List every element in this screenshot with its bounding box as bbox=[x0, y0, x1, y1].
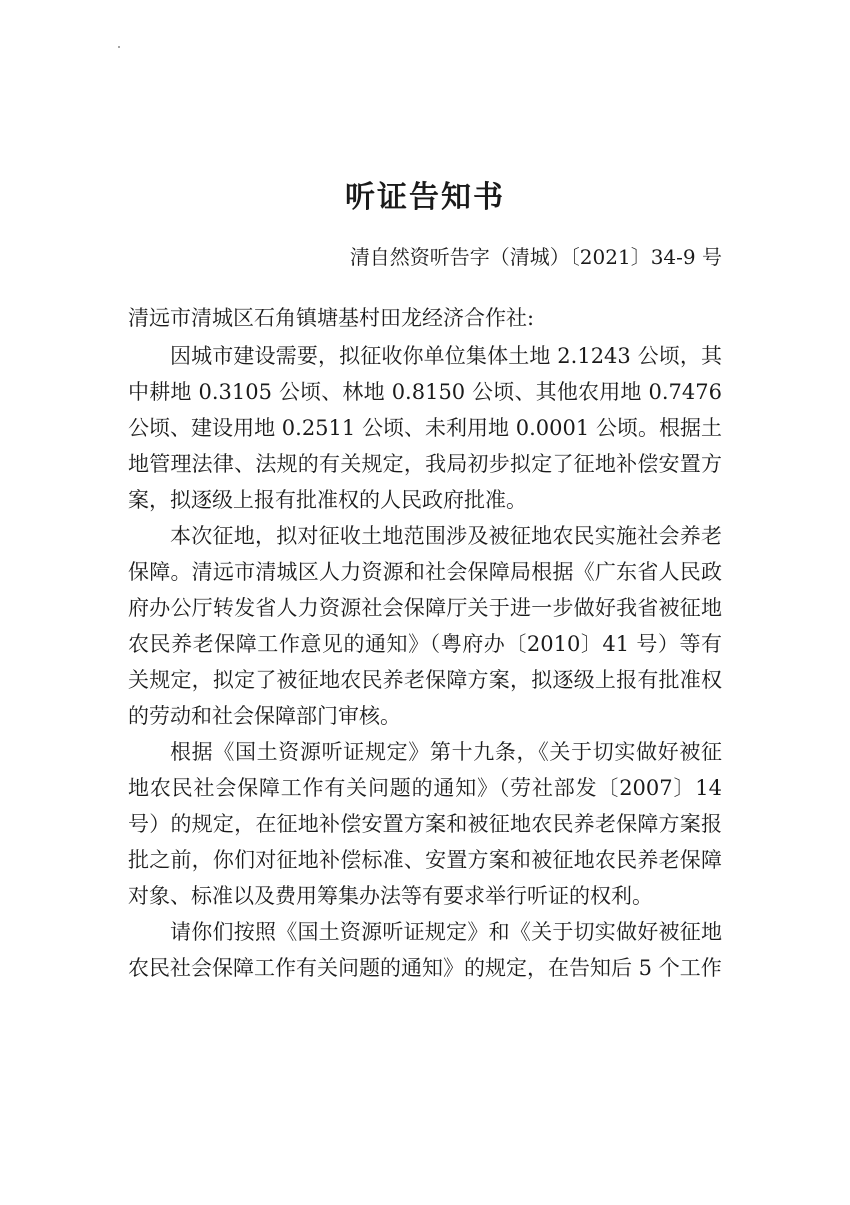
paragraph-hearing-request: 请你们按照《国土资源听证规定》和《关于切实做好被征地农民社会保障工作有关问题的通知》的规定，在告知后 5 个工作 bbox=[128, 920, 722, 980]
document-body bbox=[128, 338, 722, 986]
document-number: 清自然资听告字（清城）〔2021〕34-9 号 bbox=[349, 245, 722, 269]
addressee: 清远市清城区石角镇塘基村田龙经济合作社: bbox=[128, 306, 535, 330]
paragraph-hearing-rights: 根据《国土资源听证规定》第十九条，《关于切实做好被征地农民社会保障工作有关问题的通知》（劳社部发〔2007〕14 号）的规定，在征地补偿安置方案和被征地农民养老保障方案报批之前，你们对征地补偿标准、安置方案和被征地农民养老保障对象、标准以及费用筹集办法等有要求举行听证的权利。 bbox=[128, 740, 722, 908]
document-title: 听证告知书 bbox=[345, 180, 505, 215]
paragraph-social-security: 本次征地，拟对征收土地范围涉及被征地农民实施社会养老保障。清远市清城区人力资源和社会保障局根据《广东省人民政府办公厅转发省人力资源社会保障厅关于进一步做好我省被征地农民养老保障工作意见的通知》（粤府办〔2010〕41 号）等有关规定，拟定了被征地农民养老保障方案，拟逐级上报有批准权的劳动和社会保障部门审核。 bbox=[128, 524, 722, 728]
scan-speck bbox=[118, 46, 120, 48]
paragraph-land-acquisition: 因城市建设需要，拟征收你单位集体土地 2.1243 公顷，其中耕地 0.3105 公顷、林地 0.8150 公顷、其他农用地 0.7476 公顷、建设用地 0.2511 公顷、未利用地 0.0001 公顷。根据土地管理法律、法规的有关规定，我局初步拟定了征地补偿安置方案，拟逐级上报有批准权的人民政府批准。 bbox=[128, 344, 722, 512]
